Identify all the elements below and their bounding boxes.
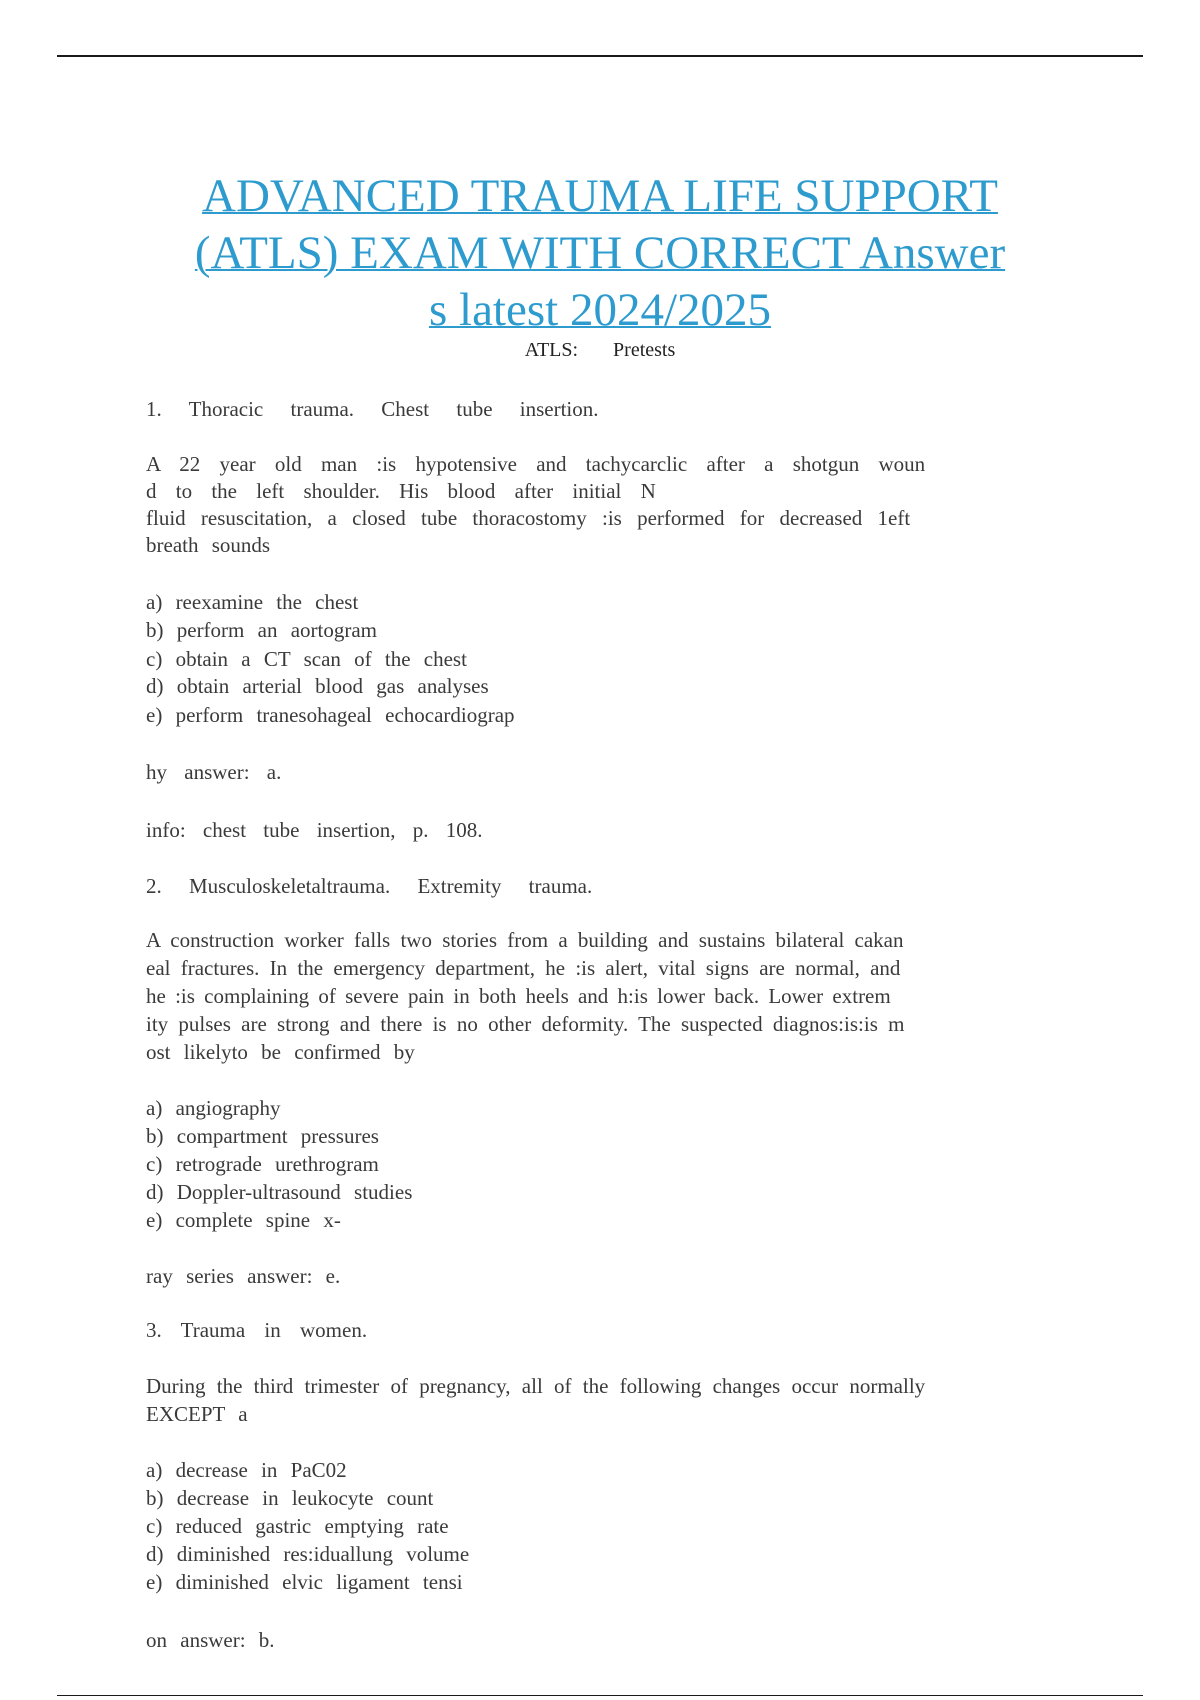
question-3-option-b: b) decrease in leukocyte count xyxy=(146,1486,434,1510)
question-2-stem-line: he :is complaining of severe pain in both heels and h:is lower back. Lower extrem xyxy=(146,984,891,1008)
question-3-option-e: e) diminished elvic ligament tensi xyxy=(146,1570,463,1594)
question-3-stem-line: During the third trimester of pregnancy, all of the following changes occur normally xyxy=(146,1374,926,1398)
question-1-stem-line: A 22 year old man :is hypotensive and tachycarclic after a shotgun woun xyxy=(146,452,926,476)
question-2-option-a: a) angiography xyxy=(146,1096,281,1120)
title-link-line-1[interactable]: ADVANCED TRAUMA LIFE SUPPORT xyxy=(202,170,998,222)
bottom-rule xyxy=(57,1695,1143,1696)
question-1-stem-line: breath sounds xyxy=(146,533,271,557)
question-1-option-d: d) obtain arterial blood gas analyses xyxy=(146,674,489,698)
question-2-stem-line: A construction worker falls two stories from a building and sustains bilateral cakan xyxy=(146,928,904,952)
question-2-option-c: c) retrograde urethrogram xyxy=(146,1152,379,1176)
question-2-option-d: d) Doppler-ultrasound studies xyxy=(146,1180,413,1204)
question-3-option-d: d) diminished res:iduallung volume xyxy=(146,1542,470,1566)
question-3-answer: on answer: b. xyxy=(146,1628,275,1652)
document-title[interactable] xyxy=(130,168,1070,339)
top-rule xyxy=(57,55,1143,57)
subtitle: ATLS: Pretests xyxy=(524,339,676,361)
question-2-option-e: e) complete spine x- xyxy=(146,1208,341,1232)
title-link-line-3[interactable]: s latest 2024/2025 xyxy=(428,284,772,336)
question-2-answer: ray series answer: e. xyxy=(146,1264,341,1288)
question-3-option-c: c) reduced gastric emptying rate xyxy=(146,1514,449,1538)
question-2-option-b: b) compartment pressures xyxy=(146,1124,379,1148)
question-2-stem-line: eal fractures. In the emergency department, he :is alert, vital signs are normal, and xyxy=(146,956,901,980)
question-1-stem-line: d to the left shoulder. His blood after initial N xyxy=(146,479,656,503)
question-1-option-c: c) obtain a CT scan of the chest xyxy=(146,647,467,671)
question-1-option-e: e) perform tranesohageal echocardiograp xyxy=(146,703,515,727)
question-1-option-a: a) reexamine the chest xyxy=(146,590,359,614)
title-link-line-2[interactable]: (ATLS) EXAM WITH CORRECT Answer xyxy=(194,227,1006,279)
question-2-stem-line: ity pulses are strong and there is no other deformity. The suspected diagnos:is:is m xyxy=(146,1012,905,1036)
question-1-heading: 1. Thoracic trauma. Chest tube insertion. xyxy=(146,397,599,421)
question-1-answer: hy answer: a. xyxy=(146,760,282,784)
question-3-heading: 3. Trauma in women. xyxy=(146,1318,368,1342)
question-1-option-b: b) perform an aortogram xyxy=(146,618,377,642)
question-3-option-a: a) decrease in PaC02 xyxy=(146,1458,347,1482)
question-1-info: info: chest tube insertion, p. 108. xyxy=(146,818,483,842)
question-2-stem-line: ost likelyto be confirmed by xyxy=(146,1040,415,1064)
question-1-stem-line: fluid resuscitation, a closed tube thoracostomy :is performed for decreased 1eft xyxy=(146,506,911,530)
question-2-heading: 2. Musculoskeletaltrauma. Extremity trauma. xyxy=(146,874,593,898)
question-3-stem-line: EXCEPT a xyxy=(146,1402,248,1426)
